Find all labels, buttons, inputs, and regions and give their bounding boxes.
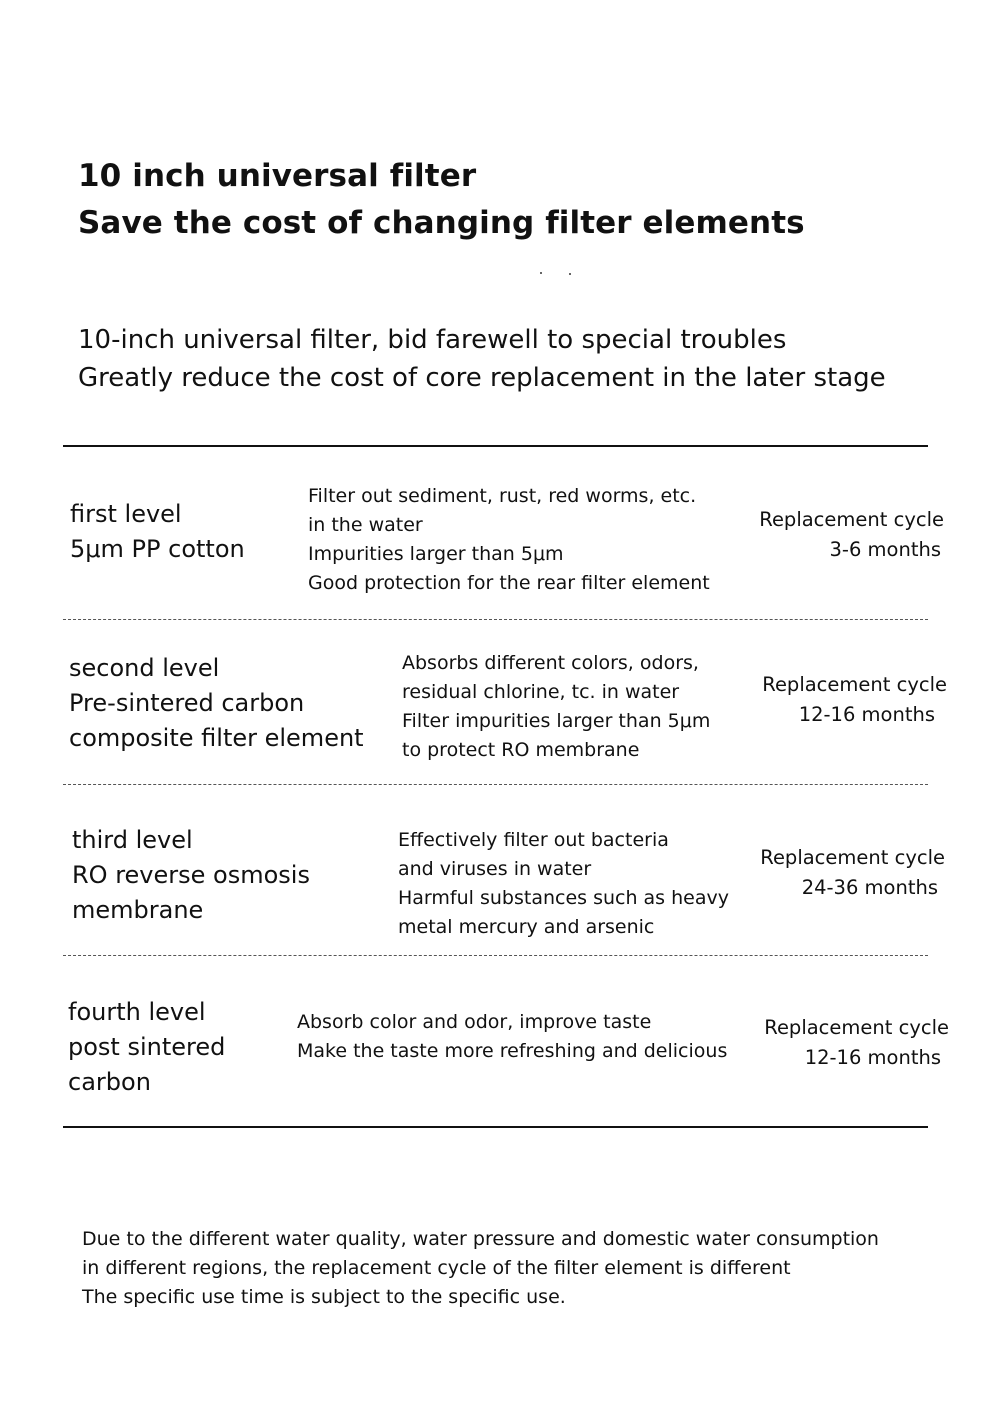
stage-3-cycle-value: 24-36 months xyxy=(801,876,938,899)
stage-3-name xyxy=(72,823,310,928)
stage-2-cycle xyxy=(762,670,947,730)
stage-3-desc-line: metal mercury and arsenic xyxy=(398,916,655,938)
stage-3-name-line: RO reverse osmosis xyxy=(72,861,310,889)
stage-4-name-line: fourth level xyxy=(68,998,206,1026)
stage-1-cycle-value: 3-6 months xyxy=(829,538,941,561)
stage-2-desc-line: to protect RO membrane xyxy=(402,739,640,761)
stage-4-name-line: post sintered xyxy=(68,1033,226,1061)
table-bottom-rule xyxy=(63,1126,928,1128)
footer-note xyxy=(82,1225,879,1312)
row-divider xyxy=(63,784,928,785)
stray-dot xyxy=(569,273,571,275)
stage-2-desc-line: Filter impurities larger than 5μm xyxy=(402,710,711,732)
stage-3-cycle xyxy=(760,843,945,903)
row-divider xyxy=(63,619,928,620)
stage-2-cycle-label: Replacement cycle xyxy=(762,673,947,696)
page-subtitle xyxy=(78,321,886,397)
stage-1-description xyxy=(308,482,710,598)
stage-1-desc-line: Impurities larger than 5μm xyxy=(308,543,564,565)
stage-3-desc-line: Effectively filter out bacteria xyxy=(398,829,669,851)
stray-dot xyxy=(540,272,542,274)
stage-4-description xyxy=(297,1008,727,1066)
footer-note-line: in different regions, the replacement cycle of the filter element is different xyxy=(82,1257,791,1279)
stage-1-desc-line: Good protection for the rear filter element xyxy=(308,572,710,594)
stage-1-desc-line: Filter out sediment, rust, red worms, etc. xyxy=(308,485,697,507)
stage-3-name-line: third level xyxy=(72,826,193,854)
row-divider xyxy=(63,955,928,956)
stage-2-cycle-value: 12-16 months xyxy=(798,703,935,726)
subtitle-line-2: Greatly reduce the cost of core replacement in the later stage xyxy=(78,363,886,393)
stage-2-name-line: Pre-sintered carbon xyxy=(69,689,305,717)
stage-1-name-line: 5μm PP cotton xyxy=(70,535,245,563)
stage-3-name-line: membrane xyxy=(72,896,204,924)
footer-note-line: The specific use time is subject to the specific use. xyxy=(82,1286,566,1308)
stage-2-name xyxy=(69,651,364,756)
stage-1-cycle-label: Replacement cycle xyxy=(759,508,944,531)
page-title xyxy=(78,153,805,247)
stage-1-name-line: first level xyxy=(70,500,182,528)
table-top-rule xyxy=(63,445,928,447)
stage-4-desc-line: Make the taste more refreshing and delicious xyxy=(297,1040,728,1062)
title-line-1: 10 inch universal filter xyxy=(78,158,477,194)
subtitle-line-1: 10-inch universal filter, bid farewell to special troubles xyxy=(78,325,787,355)
stage-4-desc-line: Absorb color and odor, improve taste xyxy=(297,1011,652,1033)
stage-3-description xyxy=(398,826,729,942)
stage-3-desc-line: Harmful substances such as heavy xyxy=(398,887,729,909)
stage-4-cycle-value: 12-16 months xyxy=(804,1046,941,1069)
stage-1-cycle xyxy=(759,505,944,565)
stage-3-desc-line: and viruses in water xyxy=(398,858,592,880)
stage-1-desc-line: in the water xyxy=(308,514,423,536)
stage-3-cycle-label: Replacement cycle xyxy=(760,846,945,869)
stage-4-cycle-label: Replacement cycle xyxy=(764,1016,949,1039)
stage-4-name-line: carbon xyxy=(68,1068,151,1096)
stage-2-name-line: second level xyxy=(69,654,220,682)
stage-2-description xyxy=(402,649,710,765)
footer-note-line: Due to the different water quality, water pressure and domestic water consumption xyxy=(82,1228,879,1250)
stage-2-desc-line: residual chlorine, tc. in water xyxy=(402,681,680,703)
stage-4-cycle xyxy=(764,1013,949,1073)
stage-2-name-line: composite filter element xyxy=(69,724,364,752)
stage-2-desc-line: Absorbs different colors, odors, xyxy=(402,652,699,674)
title-line-2: Save the cost of changing filter elements xyxy=(78,205,805,241)
stage-1-name xyxy=(70,497,245,567)
stage-4-name xyxy=(68,995,225,1100)
